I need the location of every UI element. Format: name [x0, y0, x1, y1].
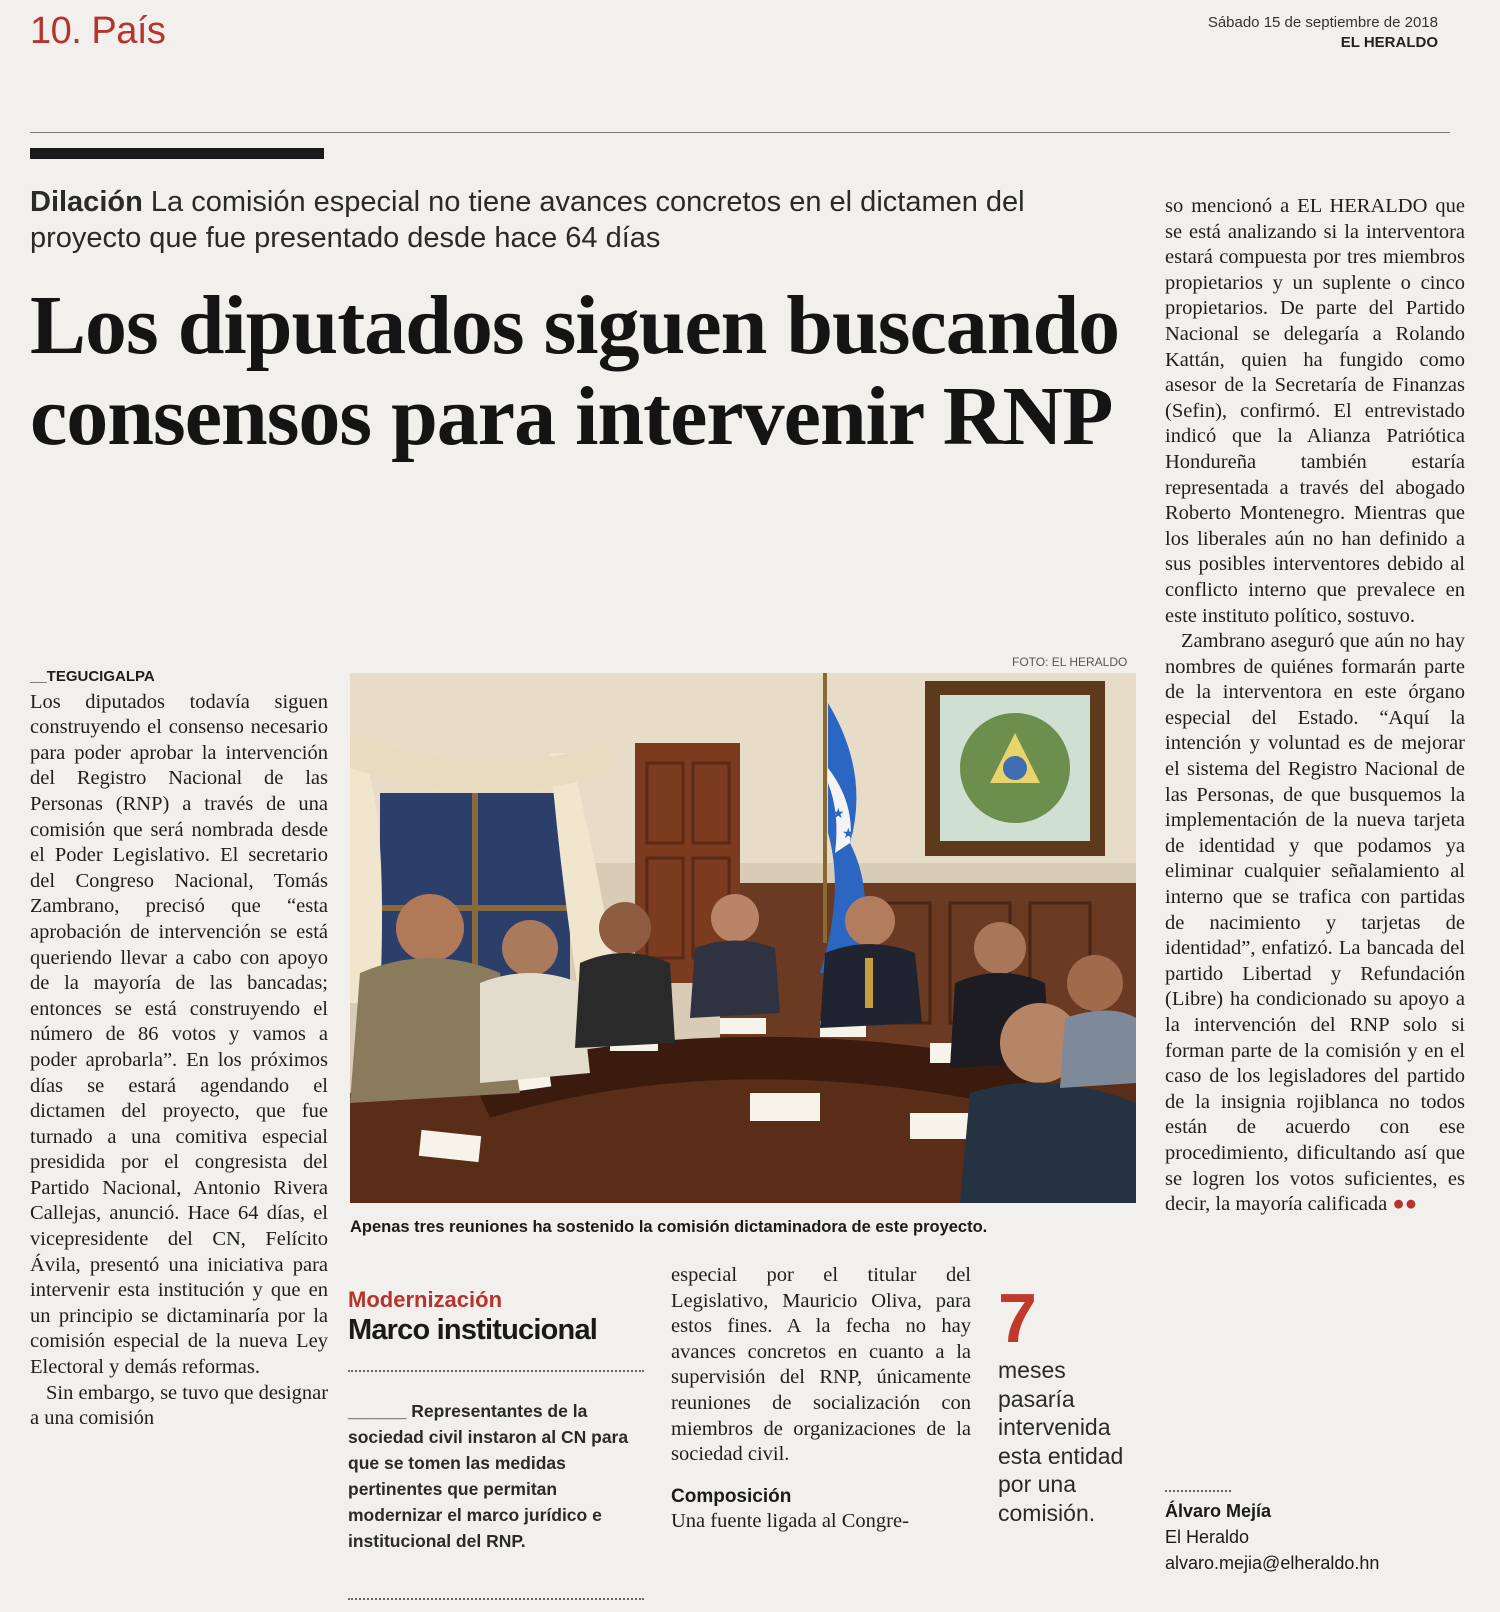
issue-date: Sábado 15 de septiembre de 2018: [1207, 14, 1438, 31]
body-paragraph: especial por el titular del Legislativo, Mauricio Oliva, para estos fines. A la fecha no hay avances concretos en cuanto a la supervisión del RNP, únicamente reuniones de socialización con miembros de organizaciones de la sociedad civil.: [671, 1264, 971, 1466]
box-text: Representantes de la sociedad civil instaron al CN para que se tomen las medidas pertinentes que permitan modernizar el marco jurídico e institucional del RNP.: [348, 1401, 629, 1551]
headline: Los diputados siguen buscando consensos para intervenir RNP: [30, 279, 1120, 463]
newspaper-name: EL HERALDO: [1340, 34, 1438, 51]
box-dash: ______: [348, 1401, 412, 1421]
author-outlet: El Heraldo: [1165, 1527, 1250, 1547]
body-paragraph: [1165, 629, 1465, 1218]
body-paragraph: Una fuente ligada al Congre-: [671, 1510, 909, 1533]
body-paragraph: Sin embargo, se tuvo que designar a una comisión: [30, 1381, 329, 1430]
author-name: Álvaro Mejía: [1165, 1501, 1272, 1521]
stat-text: meses pasaría intervenida esta entidad por una comisión.: [998, 1357, 1124, 1526]
svg-text:★: ★: [842, 826, 855, 842]
paragraph-text: Zambrano aseguró que aún no hay nombres de quiénes formarán parte de la interventora en este órgano especial del Estado. “Aquí la intención y voluntad es de mejorar el sistema del Registro Nacional de las Personas, de que busquemos la implementación de la nueva tarjeta de identidad y que podamos ya eliminar cualquier señalamiento al interno que se trafica con partidas de nacimiento y tarjetas de identidad”, enfatizó. La bancada del partido Libertad y Refundación (Libre) ha condicionado su apoyo a la intervención del RNP solo si forman parte de la comisión y en el caso de los legisladores del partido de la insignia rojiblanca no todos están de acuerdo con ese procedimiento, dificultando así que se logren los votos suficientes, es decir, la mayoría calificada: [1165, 630, 1465, 1216]
end-mark: ●●: [1392, 1193, 1418, 1216]
header-rule: [30, 132, 1450, 133]
meeting-photo-illustration: [350, 673, 1136, 1203]
deck-kicker: Dilación: [30, 186, 143, 218]
box-divider-top: [348, 1370, 644, 1372]
subhead-composicion: Composición: [671, 1485, 792, 1507]
stat-number: 7: [998, 1279, 1037, 1357]
box-title: Marco institucional: [348, 1314, 598, 1346]
deck-text: La comisión especial no tiene avances concretos en el dictamen del proyecto que fue presentado desde hace 64 días: [30, 186, 1025, 254]
photo-credit: FOTO: EL HERALDO: [1012, 655, 1128, 669]
headline-bar: [30, 148, 324, 159]
section-title: 10. País: [30, 10, 166, 52]
meeting-photo: [350, 673, 1136, 1203]
deck: [30, 184, 1110, 256]
dateline: __TEGUCIGALPA: [30, 668, 155, 685]
author-email[interactable]: alvaro.mejia@elheraldo.hn: [1165, 1553, 1380, 1573]
byline: [1165, 1490, 1465, 1576]
body-paragraph: so mencionó a EL HERALDO que se está analizando si la interventora estará compuesta por tres miembros propietarios y un suplente o cinco propietarios. De parte del Partido Nacional se delegaría a Rolando Kattán, quien ha fungido como asesor de la Secretaría de Finanzas (Sefin), confirmó. El entrevistado indicó que la Alianza Patriótica Hondureña también estaría representada a través del abogado Roberto Montenegro. Mientras que los liberales aún no han definido a sus posibles interventores debido al conflicto interno que prevalece en este instituto político, sostuvo.: [1165, 195, 1465, 627]
photo-caption: Apenas tres reuniones ha sostenido la comisión dictaminadora de este proyecto.: [350, 1218, 988, 1236]
article-column-4: [1165, 194, 1465, 1218]
box-body: [348, 1398, 644, 1554]
svg-text:★: ★: [832, 806, 845, 822]
article-column-1: [30, 664, 328, 1432]
box-kicker: Modernización: [348, 1287, 503, 1312]
box-divider-bottom: [348, 1598, 644, 1600]
body-paragraph: Los diputados todavía siguen construyendo el consenso necesario para poder aprobar la intervención del Registro Nacional de las Personas (RNP) a través de una comisión que será nombrada desde el Poder Legislativo. El secretario del Congreso Nacional, Tomás Zambrano, precisó que “esta aprobación de intervención se está queriendo llevar a cabo con apoyo de la mayoría de las bancadas; entonces se está construyendo el número de 86 votos y vamos a poder aprobarla”. En los próximos días se estará agendando el dictamen del proyecto, que fue turnado a una comitiva especial presidida por el congresista del Partido Nacional, Antonio Rivera Callejas, anunció. Hace 64 días, el vicepresidente del CN, Felícito Ávila, presentó una iniciativa para intervenir esta institución y que en un principio se dictaminaría por la comisión especial de la nueva Ley Electoral y demás reformas.: [30, 690, 328, 1379]
byline-rule: [1165, 1490, 1231, 1492]
article-column-3: [671, 1263, 971, 1535]
